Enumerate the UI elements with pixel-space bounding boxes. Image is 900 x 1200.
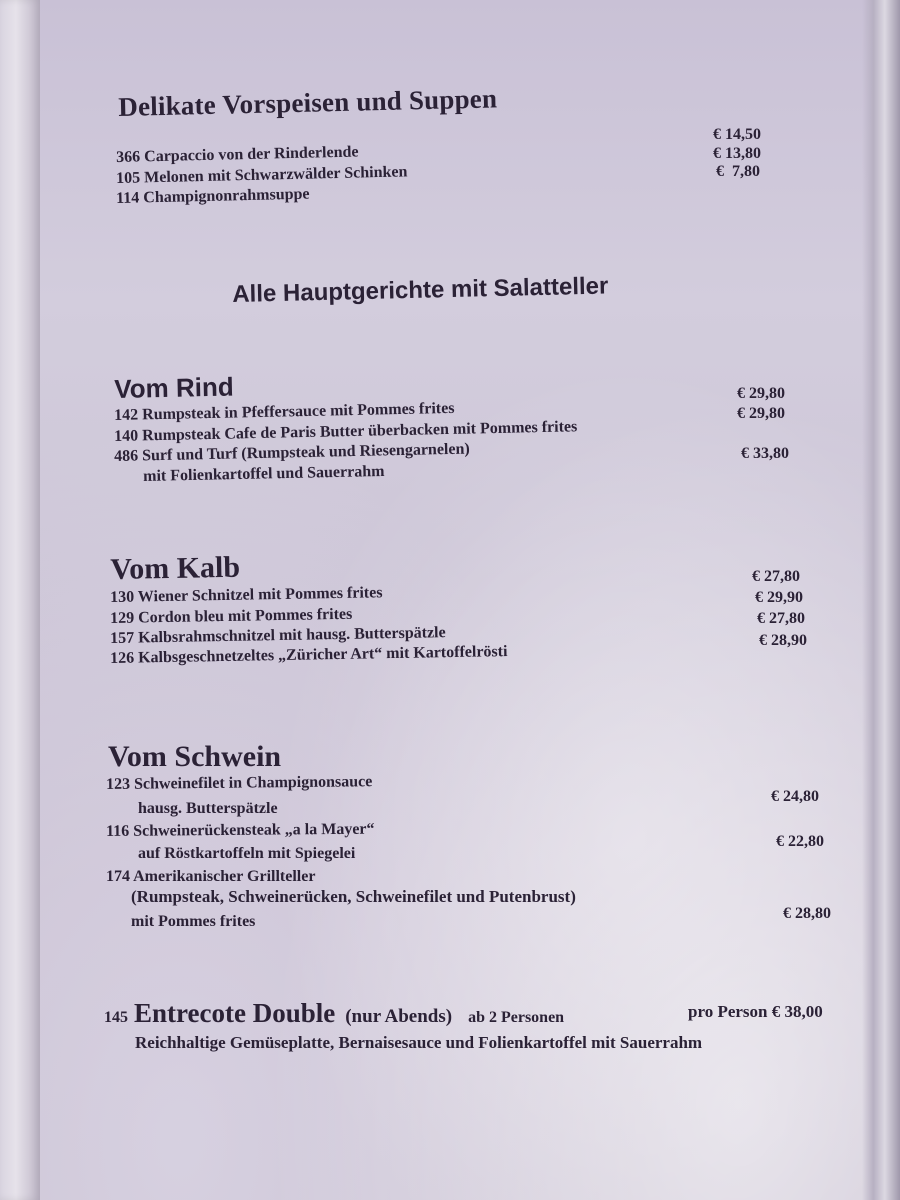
menu-item: 130 Wiener Schnitzel mit Pommes frites bbox=[110, 584, 383, 606]
section-heading-rind: Vom Rind bbox=[114, 371, 235, 404]
entrecote-line bbox=[104, 998, 564, 1029]
item-price: € 29,80 bbox=[737, 385, 785, 402]
menu-item-sub: auf Röstkartoffeln mit Spiegelei bbox=[138, 845, 356, 862]
item-price: € 27,80 bbox=[757, 610, 805, 627]
section-heading-schwein: Vom Schwein bbox=[108, 740, 282, 773]
section-heading-kalb: Vom Kalb bbox=[110, 550, 241, 586]
menu-item: 366 Carpaccio von der Rinderlende bbox=[116, 143, 359, 166]
item-price: € 28,90 bbox=[759, 632, 807, 649]
entrecote-price: pro Person € 38,00 bbox=[688, 1002, 823, 1021]
item-price: € 14,50 bbox=[713, 126, 761, 143]
entrecote-persons: ab 2 Personen bbox=[468, 1009, 565, 1026]
menu-item: 486 Surf und Turf (Rumpsteak und Riesengarnelen) bbox=[114, 440, 470, 465]
main-heading: Alle Hauptgerichte mit Salatteller bbox=[232, 272, 609, 308]
item-price: € 13,80 bbox=[713, 145, 761, 162]
menu-item: 105 Melonen mit Schwarzwälder Schinken bbox=[116, 163, 408, 187]
starters-heading: Delikate Vorspeisen und Suppen bbox=[118, 83, 498, 122]
menu-item: 123 Schweinefilet in Champignonsauce bbox=[106, 773, 373, 793]
menu-item: 114 Champignonrahmsuppe bbox=[116, 185, 310, 207]
item-price: € 29,90 bbox=[755, 589, 803, 606]
menu-item: 174 Amerikanischer Grillteller bbox=[106, 868, 316, 885]
menu-item: 129 Cordon bleu mit Pommes frites bbox=[110, 605, 353, 627]
entrecote-name: Entrecote Double bbox=[134, 998, 336, 1028]
menu-item-sub: mit Pommes frites bbox=[131, 913, 256, 930]
item-price: € 27,80 bbox=[752, 568, 800, 585]
menu-item: 140 Rumpsteak Cafe de Paris Butter überbacken mit Pommes frites bbox=[114, 418, 578, 445]
menu-item: 142 Rumpsteak in Pfeffersauce mit Pommes frites bbox=[114, 399, 455, 424]
entrecote-number: 145 bbox=[104, 1009, 128, 1026]
item-price: € 29,80 bbox=[737, 405, 785, 422]
menu-item: 126 Kalbsgeschnetzeltes „Züricher Art“ mit Kartoffelrösti bbox=[110, 643, 508, 667]
menu-item-continuation: mit Folienkartoffel und Sauerrahm bbox=[143, 462, 385, 485]
item-price: € 22,80 bbox=[776, 833, 824, 850]
book-binding bbox=[0, 0, 40, 1200]
menu-item-sub: (Rumpsteak, Schweinerücken, Schweinefilet und Putenbrust) bbox=[131, 887, 576, 906]
entrecote-note: (nur Abends) bbox=[345, 1006, 453, 1027]
item-price: € 33,80 bbox=[741, 445, 789, 462]
entrecote-description: Reichhaltige Gemüseplatte, Bernaisesauce und Folienkartoffel mit Sauerrahm bbox=[135, 1033, 703, 1052]
menu-item: 116 Schweinerückensteak „a la Mayer“ bbox=[106, 820, 375, 840]
item-price: € 24,80 bbox=[771, 788, 819, 805]
item-price: € 7,80 bbox=[716, 163, 760, 180]
menu-item-sub: hausg. Butterspätzle bbox=[138, 800, 278, 817]
item-price: € 28,80 bbox=[783, 905, 831, 922]
menu-item: 157 Kalbsrahmschnitzel mit hausg. Butterspätzle bbox=[110, 624, 446, 647]
page-edge bbox=[862, 0, 900, 1200]
